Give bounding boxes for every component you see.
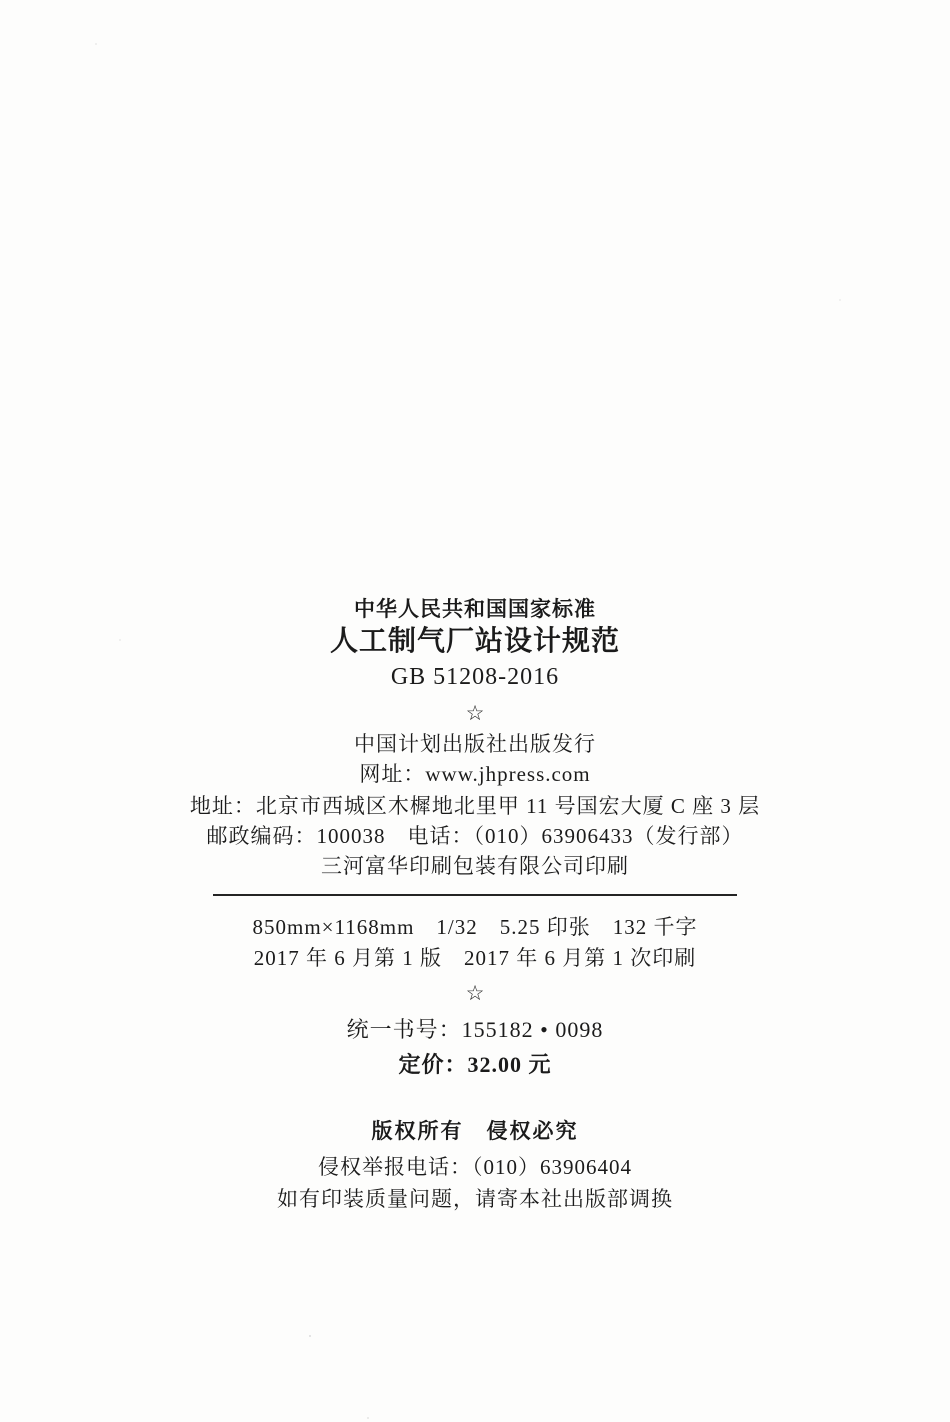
postcode-phone-line: 邮政编码：100038 电话：（010）63906433（发行部） <box>206 824 744 848</box>
report-phone-line: 侵权举报电话：（010）63906404 <box>318 1155 632 1179</box>
price-line: 定价：32.00 元 <box>398 1052 552 1077</box>
star-divider-icon: ☆ <box>465 981 485 1005</box>
printer-line: 三河富华印刷包装有限公司印刷 <box>321 854 629 878</box>
publisher-line: 中国计划出版社出版发行 <box>354 732 596 756</box>
copyright-notice: 版权所有 侵权必究 <box>371 1120 579 1143</box>
website-line: 网址：www.jhpress.com <box>359 762 591 786</box>
edition-line: 2017 年 6 月第 1 版 2017 年 6 月第 1 次印刷 <box>253 946 697 970</box>
format-line: 850mm×1168mm 1/32 5.25 印张 132 千字 <box>252 915 698 939</box>
divider-rule <box>213 894 737 896</box>
quality-exchange-line: 如有印装质量问题，请寄本社出版部调换 <box>277 1187 673 1211</box>
star-divider-icon: ☆ <box>465 701 485 725</box>
standard-number: GB 51208-2016 <box>390 664 560 690</box>
book-number-line: 统一书号：155182 • 0098 <box>346 1017 604 1042</box>
standard-label: 中华人民共和国国家标准 <box>354 597 596 621</box>
page-title: 人工制气厂站设计规范 <box>329 625 620 656</box>
address-line: 地址：北京市西城区木樨地北里甲 11 号国宏大厦 C 座 3 层 <box>189 794 761 818</box>
